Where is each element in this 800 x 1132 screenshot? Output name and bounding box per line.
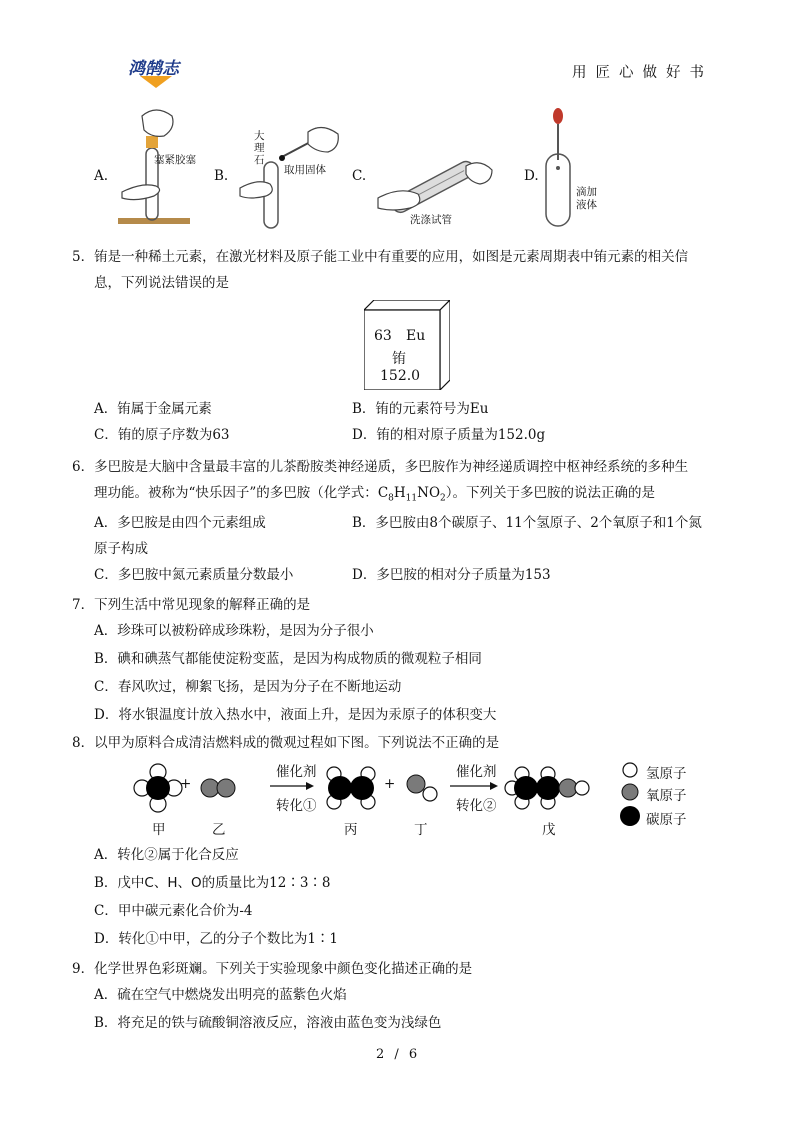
q7-option-b: B．碘和碘蒸气都能使淀粉变蓝，是因为构成物质的微观粒子相同 bbox=[94, 651, 482, 667]
q5-option-a: A．铕属于金属元素 bbox=[94, 401, 212, 417]
q9-option-a: A．硫在空气中燃烧发出明亮的蓝紫色火焰 bbox=[94, 987, 347, 1003]
label-jia: 甲 bbox=[152, 822, 166, 838]
label-wu: 戊 bbox=[542, 822, 556, 838]
q4-option-a-label: A. bbox=[94, 168, 109, 184]
q4-option-c-label: C. bbox=[352, 168, 367, 184]
catalyst-2: 催化剂 bbox=[456, 764, 497, 780]
q7-option-d: D．将水银温度计放入热水中，液面上升，是因为汞原子的体积变大 bbox=[94, 707, 497, 723]
molecule-wu bbox=[505, 767, 589, 809]
q8-option-a: A．转化②属于化合反应 bbox=[94, 847, 239, 863]
label-ding: 丁 bbox=[414, 822, 428, 838]
molecule-yi bbox=[201, 779, 235, 797]
q4-illustration-a bbox=[112, 106, 204, 228]
q6-stem-2b: ）。下列关于多巴胺的说法正确的是 bbox=[445, 485, 655, 501]
q9-stem: 9．化学世界色彩斑斓。下列关于实验现象中颜色变化描述正确的是 bbox=[72, 961, 473, 977]
q5-option-c: C．铕的原子序数为63 bbox=[94, 427, 230, 443]
element-mass: 152.0 bbox=[380, 368, 421, 384]
molecule-bing bbox=[327, 767, 375, 809]
q4-caption-b-1: 大理石 bbox=[254, 130, 265, 166]
q4-caption-c: 洗涤试管 bbox=[410, 214, 452, 226]
q6-option-b-1: B．多巴胺由8个碳原子、11个氢原子、2个氧原子和1个氮 bbox=[352, 515, 702, 531]
conversion-1: 转化① bbox=[276, 798, 317, 814]
q6-option-c: C．多巴胺中氮元素质量分数最小 bbox=[94, 567, 294, 583]
q4-caption-d: 滴加液体 bbox=[576, 186, 597, 211]
element-number: 63 bbox=[374, 328, 392, 344]
q7-option-c: C．春风吹过，柳絮飞扬，是因为分子在不断地运动 bbox=[94, 679, 402, 695]
q5-stem-1: 5．铕是一种稀土元素，在激光材料及原子能工业中有重要的应用，如图是元素周期表中铕元素的相关信 bbox=[72, 249, 689, 265]
logo-text: 鸿鹄志 bbox=[128, 59, 179, 79]
q6-stem-2 bbox=[94, 484, 655, 508]
legend-oxygen: 氧原子 bbox=[646, 788, 687, 804]
q6-option-d: D．多巴胺的相对分子质量为153 bbox=[352, 567, 551, 583]
q5-stem-2: 息，下列说法错误的是 bbox=[94, 275, 229, 291]
reaction-diagram bbox=[130, 760, 730, 840]
q7-stem: 7．下列生活中常见现象的解释正确的是 bbox=[72, 597, 311, 613]
q8-option-c: C．甲中碳元素化合价为-4 bbox=[94, 903, 253, 919]
q6-option-a: A．多巴胺是由四个元素组成 bbox=[94, 515, 266, 531]
catalyst-1: 催化剂 bbox=[276, 764, 317, 780]
q8-option-d: D．转化①中甲，乙的分子个数比为1∶1 bbox=[94, 931, 339, 947]
q6-stem-1: 6．多巴胺是大脑中含量最丰富的儿茶酚胺类神经递质，多巴胺作为神经递质调控中枢神经系统的多种生 bbox=[72, 459, 689, 475]
q8-stem: 8．以甲为原料合成清洁燃料成的微观过程如下图。下列说法不正确的是 bbox=[72, 735, 500, 751]
q4-option-d-label: D. bbox=[524, 168, 539, 184]
legend-carbon: 碳原子 bbox=[646, 812, 687, 828]
formula-dopamine: $C_8H_{11}NO_2$ bbox=[377, 485, 446, 504]
plus-1: + bbox=[180, 776, 192, 792]
plus-2: + bbox=[384, 776, 396, 792]
q6-option-b-2: 原子构成 bbox=[94, 541, 148, 557]
q4-illustration-d bbox=[540, 104, 580, 230]
label-bing: 丙 bbox=[344, 822, 358, 838]
publisher-logo bbox=[126, 54, 196, 90]
q4-caption-b-2: 取用固体 bbox=[284, 164, 326, 176]
q4-option-b-label: B. bbox=[214, 168, 229, 184]
q6-stem-2a: 理功能。被称为“快乐因子”的多巴胺（化学式： bbox=[94, 485, 378, 501]
molecule-jia bbox=[134, 764, 182, 812]
legend-hydrogen: 氢原子 bbox=[646, 766, 687, 782]
element-name: 铕 bbox=[392, 351, 406, 367]
molecule-ding bbox=[407, 775, 437, 801]
q7-option-a: A．珍珠可以被粉碎成珍珠粉，是因为分子很小 bbox=[94, 623, 374, 639]
element-symbol: Eu bbox=[406, 328, 426, 344]
q5-option-d: D．铕的相对原子质量为152.0g bbox=[352, 427, 546, 443]
conversion-2: 转化② bbox=[456, 798, 497, 814]
q8-option-b: B．戊中C、H、O的质量比为12∶3∶8 bbox=[94, 875, 331, 891]
label-yi: 乙 bbox=[212, 822, 226, 838]
page-number: 2 / 6 bbox=[376, 1047, 421, 1062]
element-tile-eu bbox=[364, 300, 450, 390]
q5-option-b: B．铕的元素符号为Eu bbox=[352, 401, 489, 417]
header-motto: 用匠心做好书 bbox=[572, 65, 713, 81]
q9-option-b: B．将充足的铁与硫酸铜溶液反应，溶液由蓝色变为浅绿色 bbox=[94, 1015, 442, 1031]
q4-caption-a: 塞紧胶塞 bbox=[154, 154, 196, 166]
